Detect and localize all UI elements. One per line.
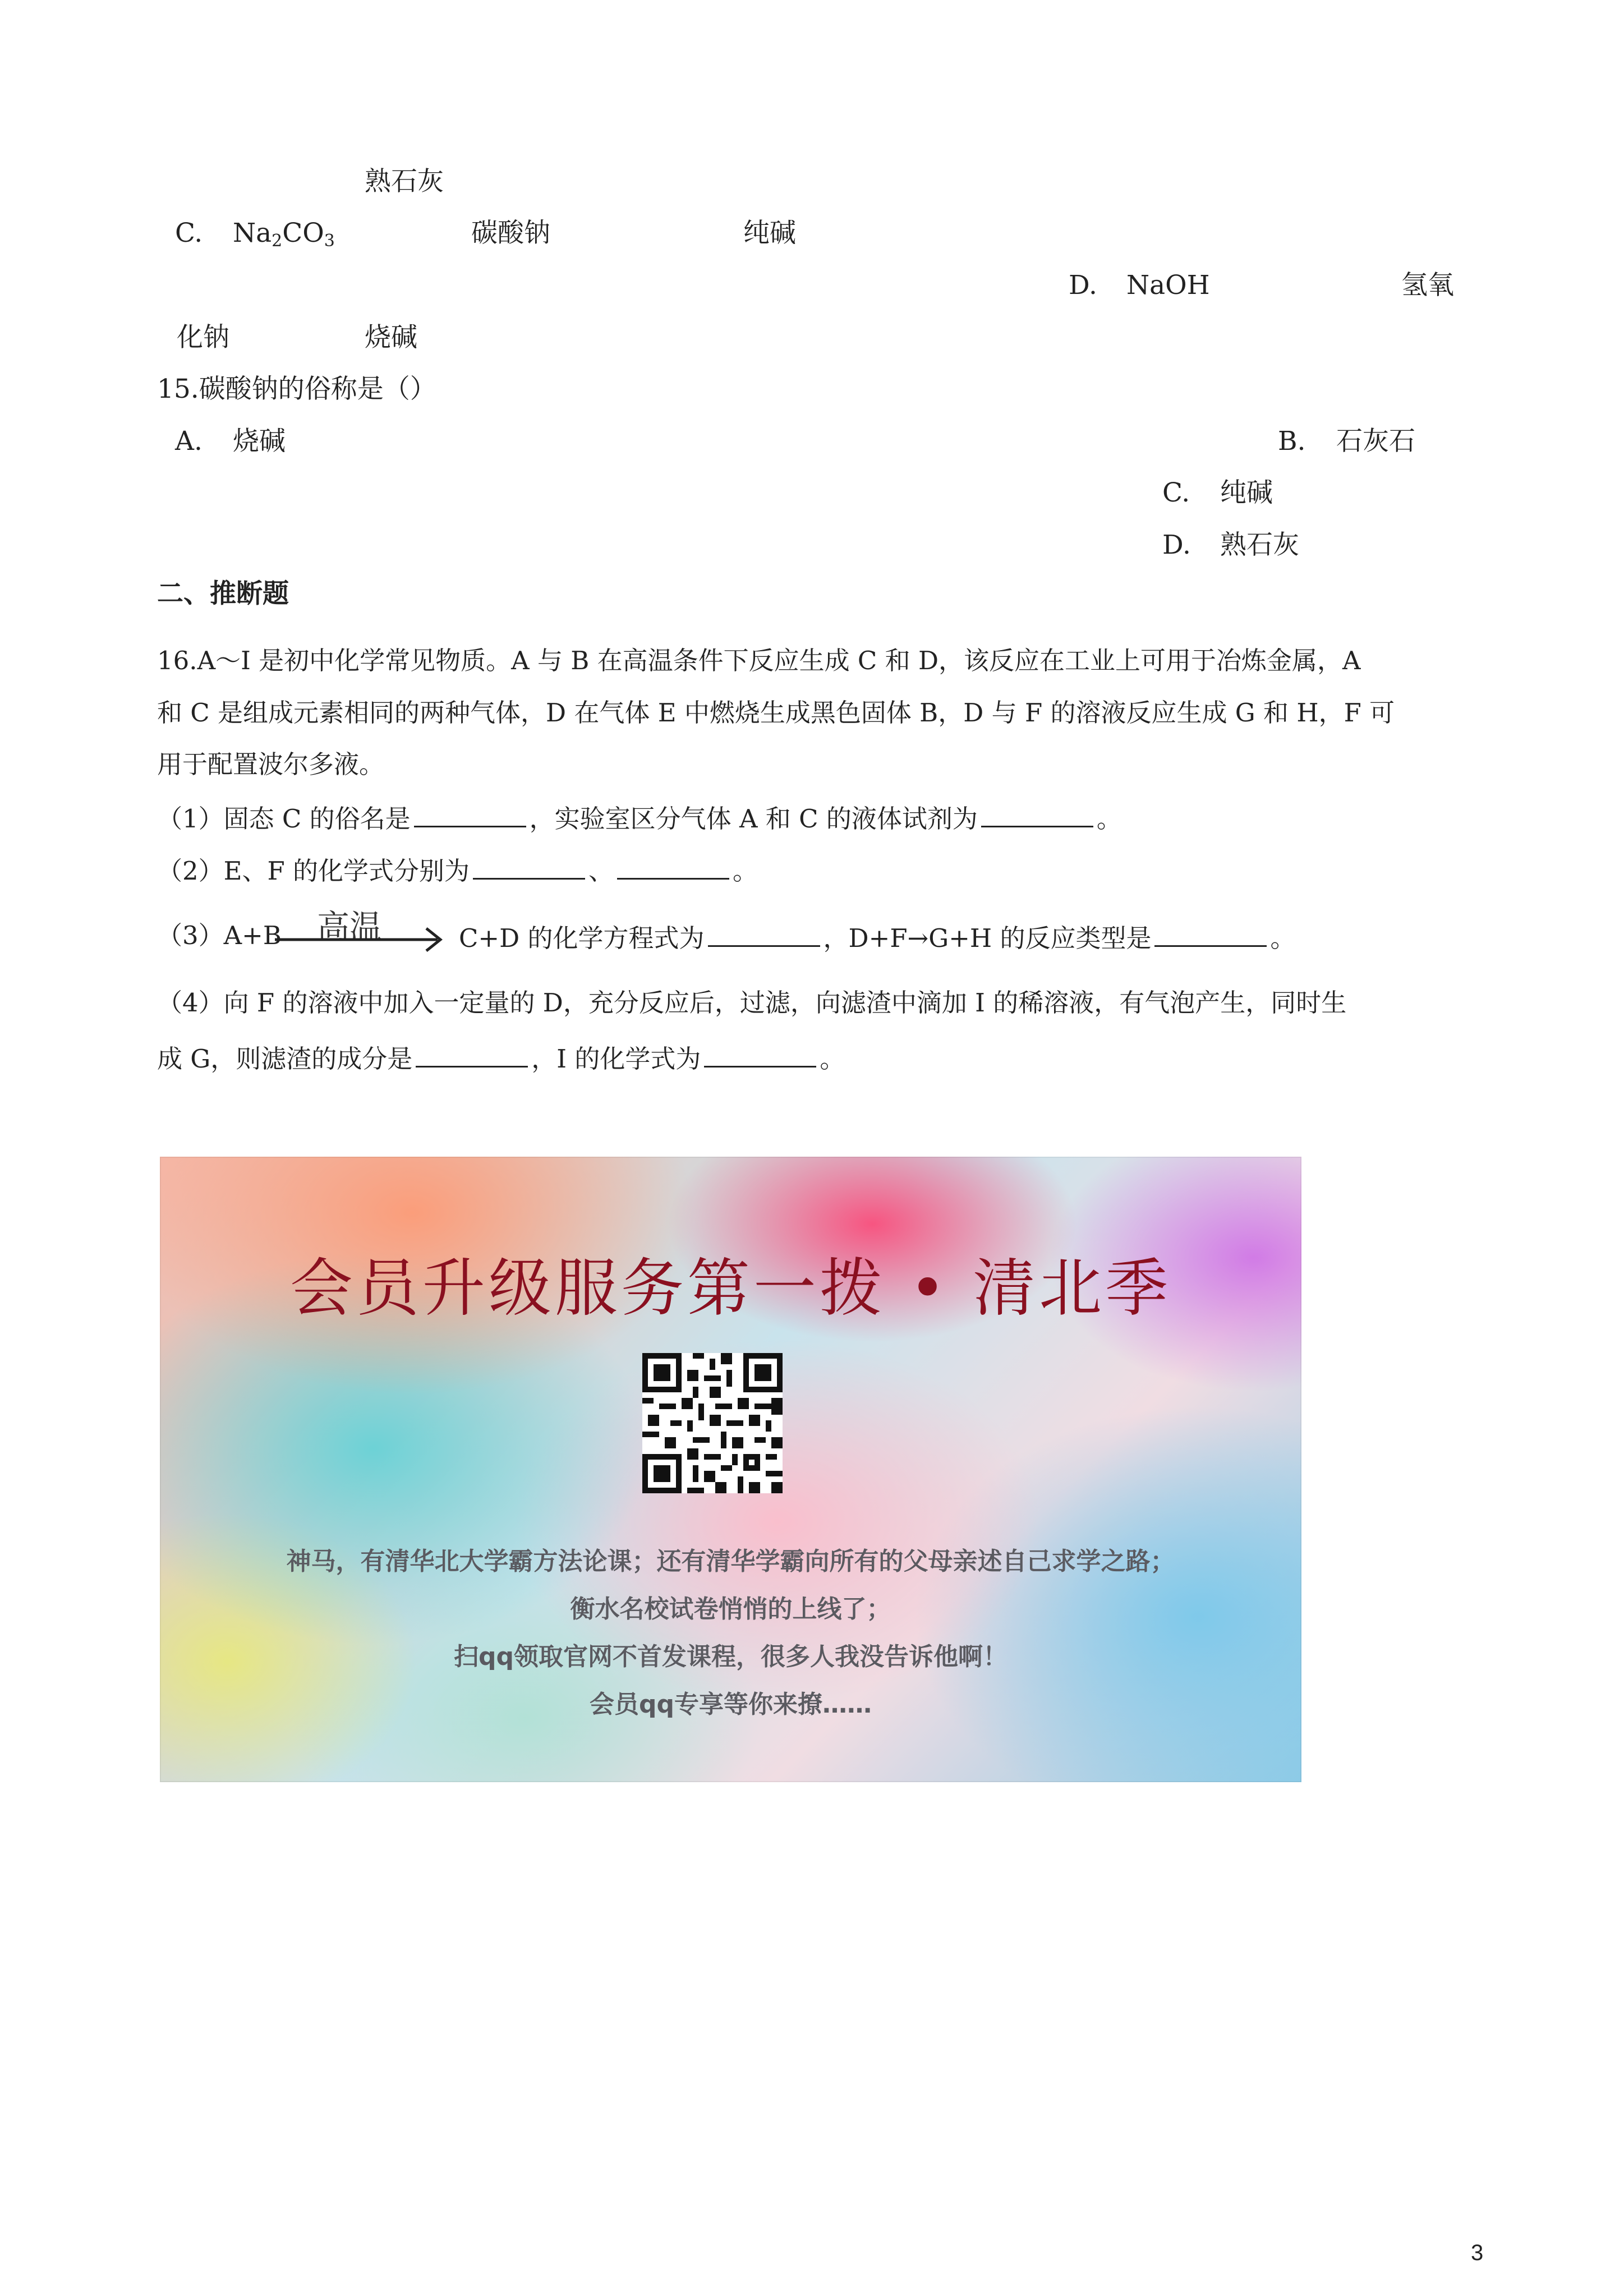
qr-code-icon[interactable]: [642, 1353, 783, 1493]
answer-blank[interactable]: [704, 1043, 816, 1068]
q16-part4-line1: （4）向 F 的溶液中加入一定量的 D，充分反应后，过滤，向滤渣中滴加 I 的稀溶液，有气泡产生，同时生: [157, 988, 1347, 1018]
q16-part4-text: 。: [820, 1044, 845, 1074]
q14-option-d-label: D.: [1069, 270, 1097, 301]
formula-subscript: 2: [272, 231, 283, 251]
q15-stem: 15.碳酸钠的俗称是（）: [157, 374, 436, 404]
q16-part4-text: ，I 的化学式为: [531, 1044, 701, 1074]
promo-banner: [160, 1157, 1301, 1782]
q16-part2-text: 。: [733, 856, 758, 886]
q16-stem-line3: 用于配置波尔多液。: [157, 749, 385, 779]
banner-text-line: 扫qq领取官网不首发课程，很多人我没告诉他啊！: [454, 1642, 1007, 1671]
q14-option-b-common: 熟石灰: [365, 166, 444, 197]
answer-blank[interactable]: [1154, 923, 1267, 947]
q15-option-c-text: 纯碱: [1220, 477, 1273, 508]
formula-part: CO: [282, 218, 324, 249]
q16-part1-text: 。: [1096, 804, 1122, 834]
banner-text-line: 会员qq专享等你来撩……: [590, 1690, 872, 1719]
q14-option-c-formula: [233, 220, 335, 250]
q15-option-a-text: 烧碱: [233, 426, 286, 457]
q16-part1-text: （1）固态 C 的俗名是: [157, 804, 411, 834]
q15-option-d-label: D.: [1162, 530, 1191, 560]
q16-part3-rest: [459, 923, 1295, 951]
q15-option-b-text: 石灰石: [1336, 426, 1415, 457]
q15-option-a-label: A.: [175, 426, 203, 457]
q16-part2-text: （2）E、F 的化学式分别为: [157, 856, 470, 886]
q15-option-d-text: 熟石灰: [1220, 530, 1299, 560]
answer-blank[interactable]: [708, 923, 820, 947]
q16-part3-start: （3）A+B: [157, 921, 282, 950]
q14-option-d-formula: NaOH: [1126, 270, 1210, 301]
q16-part4-line2: [157, 1043, 845, 1074]
banner-text-line: 神马，有清华北大学霸方法论课；还有清华学霸向所有的父母亲述自己求学之路；: [286, 1547, 1175, 1576]
right-arrow-icon: [275, 900, 449, 956]
answer-blank[interactable]: [617, 855, 729, 880]
q15-option-c-label: C.: [1162, 477, 1190, 508]
reaction-condition: 高温: [317, 908, 383, 946]
q16-part3-text: C+D 的化学方程式为: [459, 923, 705, 953]
q16-stem-line2: 和 C 是组成元素相同的两种气体，D 在气体 E 中燃烧生成黑色固体 B，D 与 F 的溶液反应生成 G 和 H，F 可: [157, 698, 1395, 728]
q16-part3-text: 。: [1270, 923, 1296, 953]
q15-option-b-label: B.: [1278, 426, 1306, 457]
q16-part2: [157, 855, 758, 884]
q14-option-d-name-part2: 化钠: [177, 322, 229, 353]
answer-blank[interactable]: [981, 803, 1093, 827]
q16-stem-line1: 16.A～I 是初中化学常见物质。A 与 B 在高温条件下反应生成 C 和 D，该反应在工业上可用于冶炼金属，A: [157, 646, 1361, 675]
answer-blank[interactable]: [473, 855, 585, 880]
formula-subscript: 3: [324, 231, 335, 251]
q14-option-c-name: 碳酸钠: [471, 218, 550, 249]
answer-blank[interactable]: [414, 803, 526, 827]
q16-part1: [157, 803, 1122, 834]
q14-option-c-common: 纯碱: [743, 218, 796, 249]
formula-part: Na: [233, 218, 272, 249]
q14-option-d-name-part1: 氢氧: [1401, 270, 1454, 301]
q16-part1-text: ，实验室区分气体 A 和 C 的液体试剂为: [529, 804, 978, 834]
q16-part4-text: 成 G，则滤渣的成分是: [157, 1044, 413, 1074]
banner-text-line: 衡水名校试卷悄悄的上线了；: [570, 1595, 891, 1623]
section-title: 二、推断题: [157, 578, 289, 609]
q16-part3-text: ，D+F→G+H 的反应类型是: [823, 923, 1152, 953]
answer-blank[interactable]: [416, 1043, 528, 1068]
banner-title: 会员升级服务第一拨 • 清北季: [289, 1252, 1172, 1325]
q14-option-d-common: 烧碱: [365, 322, 417, 353]
reaction-arrow: [275, 900, 449, 956]
page-number: 3: [1471, 2240, 1484, 2265]
q14-option-c-label: C.: [175, 218, 203, 249]
q16-part2-text: 、: [588, 856, 614, 886]
